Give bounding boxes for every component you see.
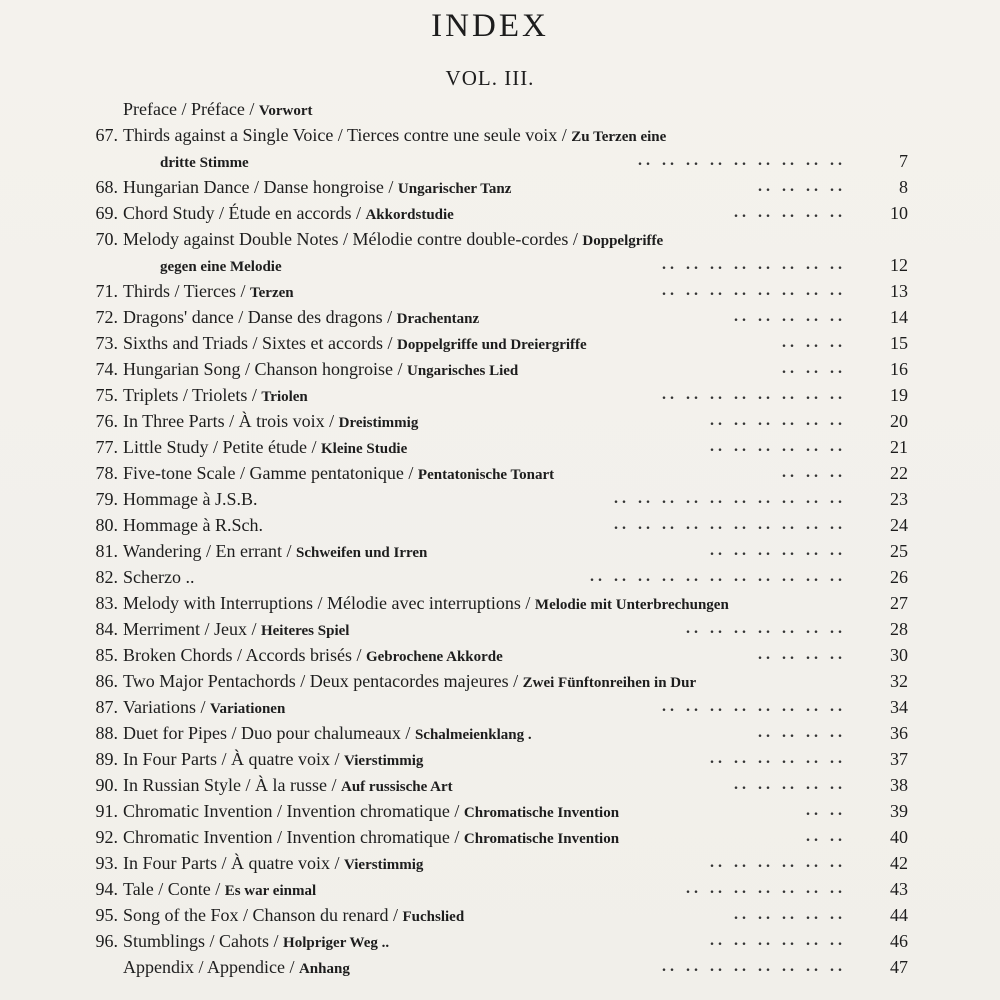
entry-title-de: Auf russische Art [341,779,453,795]
entry-title-de: Schweifen und Irren [296,545,428,561]
entry-number: 74. [95,359,118,379]
leader-dots: .. .. .. .. .. [734,204,846,221]
entry-title [123,902,464,930]
page-number: 15 [890,333,908,353]
toc-entry [80,902,908,928]
entry-title-de: Ungarisches Lied [406,363,519,379]
entry-title-de: Fuchslied [402,909,465,925]
entry-number: 83. [95,593,118,613]
entry-title-en-fr: Hommage à J.S.B. [123,489,258,509]
entry-title-de: Es war einmal [224,883,317,899]
entry-title-de: Vierstimmig [343,857,424,873]
entry-number: 69. [95,203,118,223]
toc-entry [80,954,908,980]
entry-title-de: Doppelgriffe [582,233,664,249]
entry-number: 90. [95,775,118,795]
toc-entry [80,564,908,590]
entry-title [123,512,263,540]
toc-entry [80,434,908,460]
leader-dots: .. .. .. .. .. .. .. .. .. .. [614,516,846,533]
entry-number: 80. [95,515,118,535]
leader-dots: .. .. .. .. .. .. .. .. [662,958,846,975]
leader-dots: .. .. .. .. .. .. .. .. .. .. .. [590,568,846,585]
toc-entry [80,382,908,408]
toc-entry [80,850,908,876]
leader-dots: .. .. .. .. [758,646,846,663]
entry-title-en-fr: Wandering / En errant / [123,541,296,561]
toc-entry [80,928,908,954]
leader-dots: .. .. [806,802,846,819]
toc-entry [80,330,908,356]
entry-title-en-fr: Variations / [123,697,210,717]
page-number: 21 [890,437,908,457]
entry-title-en-fr: Thirds against a Single Voice / Tierces contre une seule voix / [123,125,572,145]
entry-title-de: Kleine Studie [320,441,408,457]
entry-title-en-fr: Appendix / Appendice / [123,957,299,977]
entry-title-en-fr: In Three Parts / À trois voix / [123,411,339,431]
entry-title-en-fr: Thirds / Tierces / [123,281,251,301]
entry-title-de: Vierstimmig [343,753,424,769]
entry-title-en-fr: Tale / Conte / [123,879,225,899]
entry-title [123,460,554,488]
page-number: 19 [890,385,908,405]
page-number: 13 [890,281,908,301]
page-number: 39 [890,801,908,821]
leader-dots: .. .. .. .. .. .. .. .. [662,256,846,273]
toc-entry [80,746,908,772]
entry-title [123,850,423,878]
entry-title [123,876,316,904]
entry-title-en-fr: Melody with Interruptions / Mélodie avec interruptions / [123,593,535,613]
entry-title-en-fr: Song of the Fox / Chanson du renard / [123,905,403,925]
entry-title-de: Pentatonische Tonart [417,467,555,483]
entry-title [123,434,407,462]
entry-title-en-fr: In Four Parts / À quatre voix / [123,749,344,769]
page-number: 26 [890,567,908,587]
toc-entry [80,486,908,512]
entry-title-de: Ungarischer Tanz [397,181,512,197]
entry-number: 77. [95,437,118,457]
leader-dots: .. .. .. .. .. .. .. .. [662,386,846,403]
toc-entry [80,720,908,746]
leader-dots: .. .. .. .. .. .. [710,542,846,559]
page-number: 27 [890,593,908,613]
toc-entry [80,694,908,720]
toc-entry [80,148,908,174]
entry-title-de: gegen eine Melodie [160,259,282,275]
entry-title-en-fr: Five-tone Scale / Gamme pentatonique / [123,463,418,483]
page-number: 22 [890,463,908,483]
leader-dots: .. .. .. .. [758,724,846,741]
toc-entry [80,512,908,538]
toc-entry [80,304,908,330]
entry-number: 81. [95,541,118,561]
entry-title-en-fr: In Four Parts / À quatre voix / [123,853,344,873]
entry-title-de: Gebrochene Akkorde [365,649,503,665]
entry-number: 68. [95,177,118,197]
entry-title [123,668,696,696]
leader-dots: .. .. .. .. [758,178,846,195]
leader-dots: .. .. .. .. .. .. [710,932,846,949]
entry-title-en-fr: Hungarian Dance / Danse hongroise / [123,177,398,197]
leader-dots: .. .. .. .. .. .. .. .. .. [638,152,846,169]
entry-title-de: Zu Terzen eine [571,129,667,145]
leader-dots: .. .. .. .. .. .. .. .. .. .. [614,490,846,507]
entry-number: 94. [95,879,118,899]
entry-title [123,538,427,566]
page-number: 12 [890,255,908,275]
entry-title [123,616,349,644]
entry-title [123,356,518,384]
entry-title-en-fr: Two Major Pentachords / Deux pentacordes majeures / [123,671,523,691]
entry-title [123,200,454,228]
page-number: 30 [890,645,908,665]
page-number: 43 [890,879,908,899]
entry-number: 89. [95,749,118,769]
toc-entry [80,538,908,564]
entry-title-de: Terzen [250,285,294,301]
entry-title [123,304,479,332]
entry-title-en-fr: Dragons' dance / Danse des dragons / [123,307,397,327]
entry-title-de: Triolen [261,389,308,405]
entry-title-de: Heiteres Spiel [260,623,350,639]
entry-title [123,330,587,358]
entry-title [123,954,350,982]
entry-title [123,226,663,254]
entry-title-de: Variationen [210,701,286,717]
page-number: 23 [890,489,908,509]
entry-title-de: Melodie mit Unterbrechungen [534,597,729,613]
leader-dots: .. .. .. .. .. [734,308,846,325]
toc-entry [80,824,908,850]
leader-dots: .. .. .. .. .. .. [710,854,846,871]
entry-title [123,382,308,410]
entry-title [123,694,285,722]
page-number: 7 [899,151,908,171]
entry-number: 95. [95,905,118,925]
toc-entry [80,460,908,486]
toc-entry [80,200,908,226]
page-number: 16 [890,359,908,379]
entry-title [160,252,282,280]
table-of-contents [80,96,908,980]
entry-title-de: Anhang [298,961,350,977]
entry-title-de: Drachentanz [396,311,480,327]
page-number: 44 [890,905,908,925]
toc-entry [80,174,908,200]
entry-title [123,174,511,202]
entry-title-de: Doppelgriffe und Dreiergriffe [397,337,587,353]
entry-title [160,148,249,176]
entry-title [123,824,619,852]
entry-title-en-fr: Scherzo .. [123,567,195,587]
page-number: 28 [890,619,908,639]
page-number: 14 [890,307,908,327]
entry-title [123,798,619,826]
entry-number: 93. [95,853,118,873]
entry-title-en-fr: Preface / Préface / [123,99,259,119]
entry-title [123,720,532,748]
toc-entry [80,408,908,434]
entry-title-en-fr: Chord Study / Étude en accords / [123,203,366,223]
toc-entry [80,278,908,304]
toc-entry [80,96,908,122]
entry-number: 84. [95,619,118,639]
toc-entry [80,668,908,694]
entry-number: 85. [95,645,118,665]
page-number: 32 [890,671,908,691]
entry-number: 67. [95,125,118,145]
page-number: 25 [890,541,908,561]
page-number: 10 [890,203,908,223]
entry-title-de: dritte Stimme [160,155,249,171]
entry-title-en-fr: Merriment / Jeux / [123,619,261,639]
toc-entry [80,616,908,642]
entry-number: 91. [95,801,118,821]
leader-dots: .. .. .. .. .. [734,906,846,923]
toc-entry [80,642,908,668]
page-number: 36 [890,723,908,743]
entry-title-de: Dreistimmig [338,415,419,431]
leader-dots: .. .. .. .. .. .. .. [686,880,846,897]
page-number: 38 [890,775,908,795]
leader-dots: .. .. .. .. .. .. [710,438,846,455]
entry-title-en-fr: In Russian Style / À la russe / [123,775,341,795]
entry-number: 76. [95,411,118,431]
entry-title-de: Chromatische Invention [463,805,620,821]
entry-number: 79. [95,489,118,509]
entry-title [123,408,418,436]
page-number: 46 [890,931,908,951]
entry-title-de: Akkordstudie [365,207,454,223]
entry-number: 73. [95,333,118,353]
entry-number: 88. [95,723,118,743]
entry-title-en-fr: Chromatic Invention / Invention chromatique / [123,801,464,821]
entry-title [123,928,389,956]
entry-number: 75. [95,385,118,405]
leader-dots: .. .. .. .. .. .. .. .. [662,282,846,299]
entry-title-en-fr: Duet for Pipes / Duo pour chalumeaux / [123,723,415,743]
entry-number: 82. [95,567,118,587]
entry-title-en-fr: Broken Chords / Accords brisés / [123,645,366,665]
entry-title-en-fr: Triplets / Triolets / [123,385,262,405]
entry-title [123,278,294,306]
leader-dots: .. .. .. [782,360,846,377]
entry-number: 72. [95,307,118,327]
volume-heading: VOL. III. [445,66,535,90]
leader-dots: .. .. .. .. .. [734,776,846,793]
entry-title [123,642,503,670]
toc-entry [80,122,908,148]
toc-entry [80,590,908,616]
entry-number: 71. [95,281,118,301]
entry-title-de: Zwei Fünftonreihen in Dur [522,675,697,691]
entry-title-en-fr: Hommage à R.Sch. [123,515,263,535]
page-title: INDEX [431,8,549,44]
page-number: 40 [890,827,908,847]
page-number: 42 [890,853,908,873]
page-number: 37 [890,749,908,769]
leader-dots: .. .. [806,828,846,845]
entry-title [123,486,258,514]
toc-entry [80,226,908,252]
page-number: 20 [890,411,908,431]
entry-title-de: Chromatische Invention [463,831,620,847]
toc-entry [80,772,908,798]
entry-title-en-fr: Stumblings / Cahots / [123,931,284,951]
page-number: 24 [890,515,908,535]
entry-title [123,772,453,800]
leader-dots: .. .. .. .. .. .. .. .. [662,698,846,715]
entry-number: 92. [95,827,118,847]
entry-title-de: Schalmeienklang . [414,727,532,743]
entry-title [123,564,194,592]
leader-dots: .. .. .. [782,334,846,351]
leader-dots: .. .. .. .. .. .. [710,412,846,429]
entry-number: 96. [95,931,118,951]
entry-title-en-fr: Little Study / Petite étude / [123,437,321,457]
entry-title [123,96,313,124]
entry-title-en-fr: Sixths and Triads / Sixtes et accords / [123,333,397,353]
entry-number: 70. [95,229,118,249]
leader-dots: .. .. .. .. .. .. .. [686,620,846,637]
toc-entry [80,876,908,902]
toc-entry [80,798,908,824]
entry-title-de: Vorwort [258,103,313,119]
toc-entry [80,252,908,278]
page-number: 8 [899,177,908,197]
entry-title [123,590,729,618]
entry-title-en-fr: Melody against Double Notes / Mélodie contre double-cordes / [123,229,583,249]
entry-title-en-fr: Chromatic Invention / Invention chromatique / [123,827,464,847]
entry-number: 78. [95,463,118,483]
page-number: 47 [890,957,908,977]
leader-dots: .. .. .. [782,464,846,481]
entry-number: 87. [95,697,118,717]
entry-number: 86. [95,671,118,691]
entry-title [123,746,423,774]
entry-title [123,122,666,150]
entry-title-en-fr: Hungarian Song / Chanson hongroise / [123,359,407,379]
toc-entry [80,356,908,382]
page-number: 34 [890,697,908,717]
entry-title-de: Holpriger Weg .. [283,935,390,951]
leader-dots: .. .. .. .. .. .. [710,750,846,767]
